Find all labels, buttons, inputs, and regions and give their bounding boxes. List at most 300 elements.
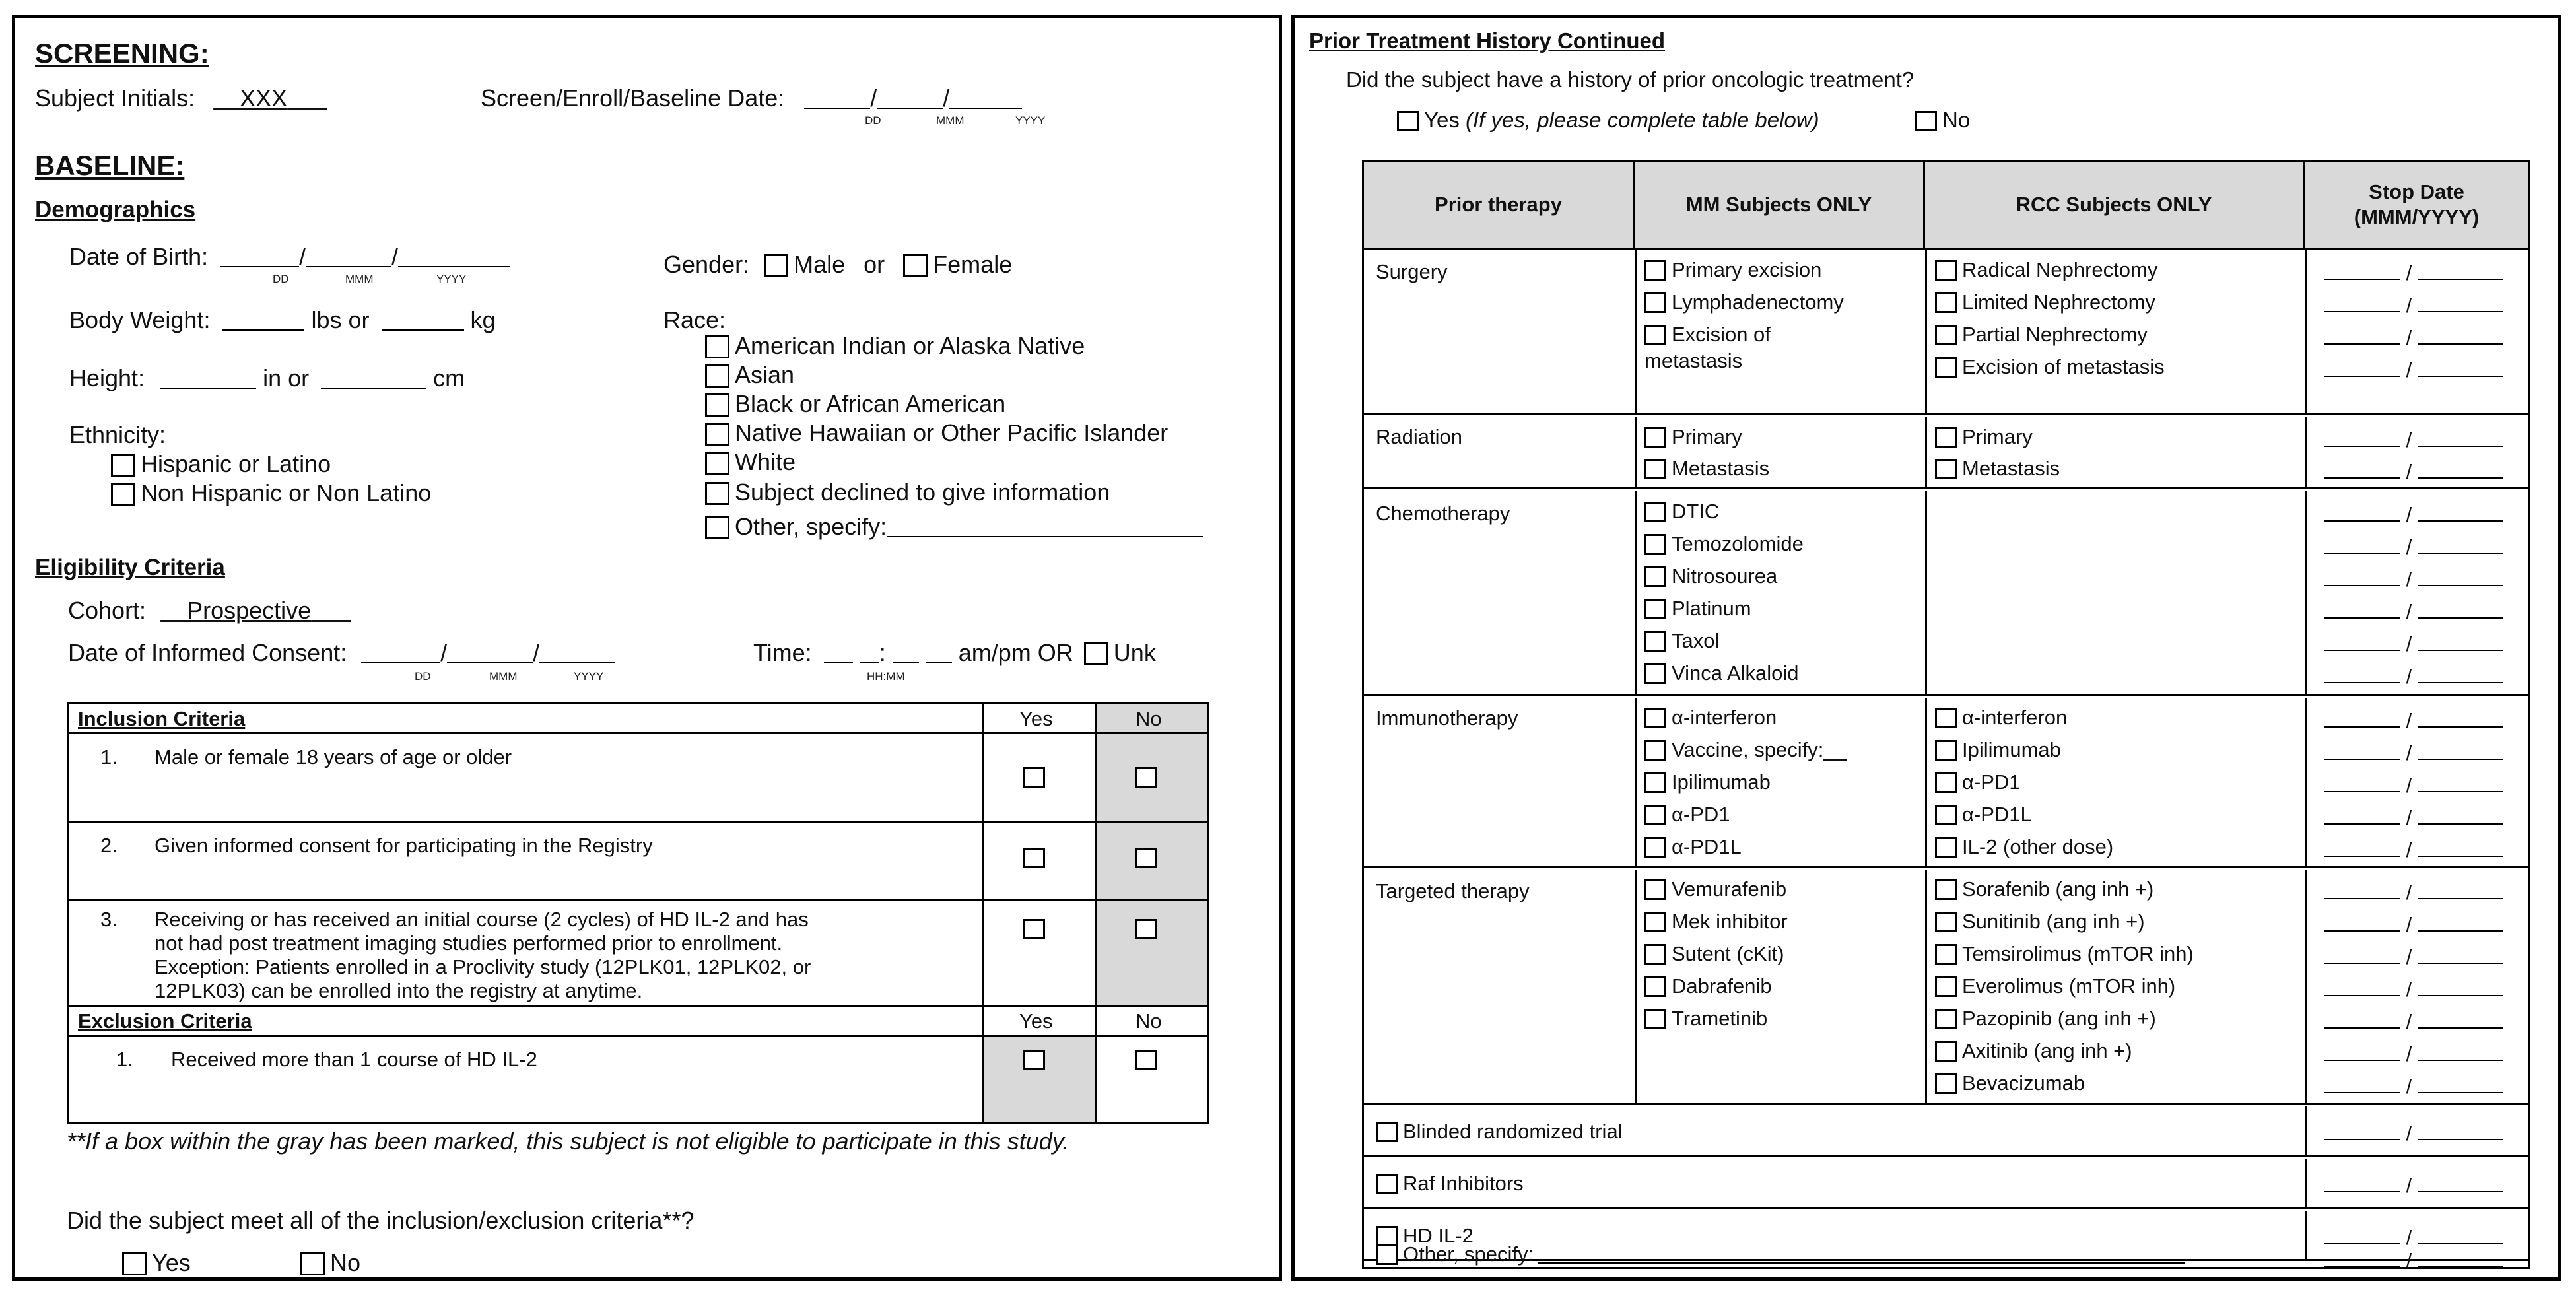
rcc-checkbox[interactable] [1935,1009,1957,1029]
mm-checkbox[interactable] [1644,837,1666,858]
height-cm-field[interactable] [321,369,426,389]
eligibility-no-label: No [330,1249,361,1276]
rcc-option-label: Ipilimumab [1962,738,2061,761]
consent-date-label: Date of Informed Consent: [68,639,347,666]
time-unknown-checkbox[interactable] [1084,642,1108,665]
stop-date-slash: / [2400,503,2418,526]
stop-date-field[interactable] [2324,1121,2503,1146]
screen-date-dd-field[interactable] [804,89,870,109]
rcc-option [1935,909,2145,934]
mm-checkbox[interactable] [1644,1009,1666,1029]
rcc-option-label: α-interferon [1962,706,2068,729]
table-divider [69,1005,1207,1007]
prior-treatment-yes-note: (If yes, please complete table below) [1466,108,1819,132]
mm-checkbox[interactable] [1644,805,1666,825]
extra-therapy-label: Raf Inhibitors [1403,1172,1524,1195]
ethnicity-option [111,479,431,508]
gender-row [663,250,1012,279]
rcc-option [1935,974,2175,999]
dob-dd-field[interactable] [220,248,299,267]
col-header-prior-therapy: Prior therapy [1364,162,1635,250]
mm-option [1644,974,1772,999]
stop-date-field[interactable] [2324,1225,2503,1250]
inclusion-item-text: Given informed consent for participating in the Registry [154,834,653,857]
mm-option-label: Dabrafenib [1672,974,1772,998]
mm-checkbox[interactable] [1644,976,1666,997]
therapy-name: Immunotherapy [1376,706,1518,730]
mm-option [1644,456,1769,481]
stop-date-field[interactable] [2324,535,2503,560]
weight-kg-unit: kg [470,306,496,333]
weight-kg-field[interactable] [382,311,464,331]
rcc-option [1935,257,2157,283]
eligibility-question: Did the subject meet all of the inclusion/exclusion criteria**? [67,1207,695,1234]
mm-option [1644,941,1784,967]
stop-date-slash: / [2400,913,2418,936]
mm-option-label: Excision of [1672,323,1771,346]
rcc-checkbox[interactable] [1935,879,1957,900]
consent-dd-field[interactable] [361,644,440,663]
prior-treatment-question: Did the subject have a history of prior oncologic treatment? [1346,67,1915,92]
cohort-text: Prospective [187,597,312,624]
eligibility-yes-checkbox[interactable] [122,1252,147,1275]
exclusion-yes-checkbox[interactable] [1023,1050,1045,1070]
race-option [705,390,1005,419]
prior-treatment-yes-checkbox[interactable] [1397,111,1419,131]
stop-date-field[interactable] [2324,912,2503,937]
consent-time-row: Time: : am/pm OR Unk [753,639,1156,666]
mm-checkbox[interactable] [1644,912,1666,932]
extra-therapy-label: Blinded randomized trial [1403,1120,1623,1143]
rcc-checkbox[interactable] [1935,459,1957,479]
mm-checkbox[interactable] [1644,740,1666,761]
rcc-option [1935,770,2021,795]
rcc-option [1935,1006,2156,1031]
mm-option-label: α-PD1L [1672,835,1742,858]
time-mm-field[interactable] [893,644,919,663]
stop-date-slash: / [2400,709,2418,732]
stop-date-field[interactable] [2324,1074,2503,1099]
dob-mmm-hint: MMM [345,273,374,285]
stop-date-field[interactable] [2324,805,2503,831]
mm-option-label: Trametinib [1672,1007,1768,1030]
stop-date-field[interactable] [2324,708,2503,733]
subject-initials-text: XXX [240,85,288,112]
stop-date-slash: / [2400,774,2418,797]
time-unknown-label: Unk [1113,639,1156,666]
race-other-field[interactable] [887,518,1203,537]
stop-date-slash: / [2400,838,2418,862]
race-checkbox[interactable] [705,482,729,505]
rcc-checkbox[interactable] [1935,837,1957,858]
stop-date-slash: / [2400,881,2418,904]
inclusion-yes-checkbox[interactable] [1023,919,1045,939]
mm-checkbox[interactable] [1644,459,1666,479]
eligibility-heading: Eligibility Criteria [35,555,225,580]
extra-therapy-option-other [1376,1242,2185,1267]
mm-checkbox[interactable] [1644,566,1666,587]
stop-date-field[interactable] [2324,880,2503,905]
rcc-option-label: Temsirolimus (mTOR inh) [1962,942,2194,965]
mm-option-label: α-interferon [1672,706,1777,729]
rcc-option [1935,802,2032,827]
gender-or-label: or [864,251,885,278]
inclusion-yes-checkbox[interactable] [1023,767,1045,788]
mm-checkbox[interactable] [1644,427,1666,448]
race-checkbox[interactable] [705,452,729,475]
eligibility-answer-yes [122,1248,191,1277]
gender-male-checkbox[interactable] [764,254,788,277]
race-checkbox[interactable] [705,516,729,539]
table-divider [69,732,1207,734]
stop-date-slash: / [2400,358,2418,382]
stop-date-field[interactable] [2324,977,2503,1002]
rcc-option-label: Everolimus (mTOR inh) [1962,974,2176,998]
stop-date-slash: / [2400,1174,2418,1197]
stop-date-field[interactable] [2324,1042,2503,1067]
rcc-option-label: Axitinib (ang inh +) [1962,1039,2132,1062]
rcc-option-label: α-PD1L [1962,803,2032,826]
mm-checkbox[interactable] [1644,502,1666,522]
race-option [705,448,796,477]
inclusion-item-text: Receiving or has received an initial course (2 cycles) of HD IL-2 and has [154,908,809,931]
stop-date-field[interactable] [2324,293,2503,318]
stop-date-field[interactable] [2324,1173,2503,1198]
mm-option [1644,257,1821,283]
therapy-name: Radiation [1376,425,1462,448]
stop-date-field[interactable] [2324,1009,2503,1035]
extra-therapy-checkbox[interactable] [1376,1122,1398,1142]
rcc-option-label: IL-2 (other dose) [1962,835,2114,858]
stop-date-slash: / [2400,665,2418,688]
extra-therapy-label: HD IL-2 [1403,1224,1474,1247]
screen-date-mmm-hint: MMM [936,114,965,127]
table-divider [69,899,1207,901]
mm-option-label: Vinca Alkaloid [1672,662,1799,685]
rcc-checkbox[interactable] [1935,740,1957,761]
ethnicity-checkbox[interactable] [111,454,135,477]
stop-date-slash: / [2400,294,2418,317]
rcc-option [1935,290,2155,315]
ethnicity-checkbox[interactable] [111,483,135,506]
rcc-option [1935,877,2153,902]
demographics-heading: Demographics [35,197,196,222]
rcc-option [1935,1038,2132,1064]
mm-option [1644,834,1742,860]
mm-option [1644,802,1730,827]
inclusion-no-checkbox[interactable] [1135,919,1157,939]
rcc-option-label: Metastasis [1962,457,2060,480]
race-checkbox[interactable] [705,393,729,417]
consent-yyyy-field[interactable] [539,644,615,663]
stop-date-slash: / [2400,1010,2418,1033]
race-checkbox[interactable] [705,364,729,388]
mm-option [1644,661,1798,686]
mm-option-label: DTIC [1672,500,1720,523]
rcc-option-label: Bevacizumab [1962,1071,2085,1095]
col-header-stop-date [2305,162,2528,250]
inclusion-item-text: not had post treatment imaging studies performed prior to enrollment. [154,932,783,955]
mm-option [1644,290,1844,315]
rcc-checkbox[interactable] [1935,260,1957,281]
eligibility-note: **If a box within the gray has been marked, this subject is not eligible to participate in this study. [67,1128,1069,1155]
screen-date-label: Screen/Enroll/Baseline Date: [481,85,785,112]
rcc-checkbox[interactable] [1935,708,1957,728]
consent-mmm-hint: MMM [489,670,518,683]
stop-date-field[interactable] [2324,1248,2503,1274]
race-label: Race: [663,306,726,333]
stop-date-slash: / [2400,1075,2418,1098]
rcc-option-label: Excision of metastasis [1962,355,2165,378]
stop-date-slash: / [2400,741,2418,765]
race-checkbox[interactable] [705,335,729,358]
time-ampm-label: am/pm OR [958,639,1073,666]
prior-treatment-heading: Prior Treatment History Continued [1309,28,1666,53]
exclusion-item-number: 1. [116,1048,133,1071]
prior-treatment-no-checkbox[interactable] [1915,111,1937,131]
table-divider [982,704,984,1122]
dob-mmm-field[interactable] [306,248,391,267]
mm-option-label: Nitrosourea [1672,564,1778,588]
mm-checkbox[interactable] [1644,534,1666,555]
rcc-option-label: Radical Nephrectomy [1962,258,2158,281]
stop-date-slash: / [2400,806,2418,829]
eligibility-form-page [12,15,1282,1281]
stop-date-slash: / [2400,326,2418,349]
stop-date-field[interactable] [2324,741,2503,766]
race-checkbox[interactable] [705,423,729,446]
race-option-label: Other, specify: [735,513,887,540]
inclusion-item-number: 2. [100,834,118,857]
time-label: Time: [753,639,812,666]
subject-initials-row [35,84,327,113]
mm-option [1644,596,1751,621]
prior-treatment-yes-label: Yes [1424,108,1460,132]
exclusion-yes-shade [982,1035,1095,1122]
mm-checkbox[interactable] [1644,944,1666,965]
mm-option-label: Mek inhibitor [1672,910,1788,933]
rcc-checkbox[interactable] [1935,805,1957,825]
inclusion-yes-checkbox[interactable] [1023,848,1045,868]
rcc-checkbox[interactable] [1935,944,1957,965]
stop-date-field[interactable] [2324,838,2503,863]
extra-therapy-option [1376,1171,1524,1196]
mm-checkbox[interactable] [1644,260,1666,281]
mm-checkbox[interactable] [1644,879,1666,900]
rcc-checkbox[interactable] [1935,1041,1957,1062]
rcc-option [1935,737,2061,763]
eligibility-no-checkbox[interactable] [300,1252,325,1275]
rcc-checkbox[interactable] [1935,357,1957,378]
inclusion-heading: Inclusion Criteria [78,707,246,730]
subject-initials-label: Subject Initials: [35,85,195,112]
ethnicity-option-label: Hispanic or Latino [141,450,331,477]
rcc-option-label: Partial Nephrectomy [1962,323,2148,346]
stop-date-format: (MMM/YYYY) [2354,205,2480,228]
prior-treatment-no [1915,106,1970,135]
rcc-option [1935,456,2060,481]
mm-option-label: Taxol [1672,629,1720,652]
mm-checkbox[interactable] [1644,663,1666,684]
cohort-value[interactable] [160,597,351,624]
screen-date-mmm-field[interactable] [877,89,943,109]
therapy-name: Surgery [1376,260,1448,283]
weight-lbs-field[interactable] [222,311,304,331]
stop-date-slash: / [2400,535,2418,559]
exclusion-yes-header: Yes [1019,1009,1053,1033]
time-mm2-field[interactable] [926,644,952,663]
mm-checkbox[interactable] [1644,631,1666,652]
mm-checkbox[interactable] [1644,772,1666,793]
consent-yyyy-hint: YYYY [574,670,604,683]
stop-date-field[interactable] [2324,773,2503,798]
rcc-checkbox[interactable] [1935,325,1957,345]
body-weight-row [69,306,496,335]
mm-option-label: Lymphadenectomy [1672,290,1844,314]
col-header-rcc: RCC Subjects ONLY [1925,162,2305,250]
rcc-checkbox[interactable] [1935,772,1957,793]
mm-option [1644,629,1719,654]
inclusion-item-text: Exception: Patients enrolled in a Proclivity study (12PLK01, 12PLK02, or [154,955,811,978]
stop-date-slash: / [2400,1122,2418,1145]
table-divider [69,1035,1207,1037]
table-divider [69,821,1207,823]
eligibility-yes-label: Yes [152,1249,191,1276]
dob-row: Date of Birth: / / [69,242,510,271]
gender-label: Gender: [663,251,750,278]
rcc-checkbox[interactable] [1935,427,1957,448]
mm-checkbox[interactable] [1644,708,1666,728]
screen-date-yyyy-field[interactable] [949,89,1022,109]
height-cm-unit: cm [433,364,465,391]
rcc-checkbox[interactable] [1935,292,1957,313]
inclusion-no-checkbox[interactable] [1135,767,1157,788]
race-option-label: American Indian or Alaska Native [735,332,1085,359]
exclusion-no-header: No [1135,1009,1162,1033]
mm-checkbox[interactable] [1644,325,1666,345]
stop-date-slash: / [2400,261,2418,285]
cohort-row [68,596,351,625]
extra-therapy-checkbox[interactable] [1376,1244,1398,1265]
stop-date-field[interactable] [2324,358,2503,383]
stop-date-slash: / [2400,978,2418,1001]
mm-option [1644,425,1742,450]
inclusion-item-text: 12PLK03) can be enrolled into the registry at anytime. [154,979,643,1002]
stop-date-field[interactable] [2324,632,2503,657]
mm-option [1644,499,1719,524]
race-option-label: Asian [735,361,795,388]
race-option [705,331,1085,360]
prior-treatment-page [1291,15,2561,1281]
eligibility-criteria-table [67,702,1209,1124]
mm-option-label: Sutent (cKit) [1672,942,1784,965]
stop-date-field[interactable] [2324,459,2503,485]
dob-dd-hint: DD [273,273,289,285]
exclusion-item-text: Received more than 1 course of HD IL-2 [171,1048,537,1071]
race-option-other [705,512,1203,541]
gender-male-label: Male [794,251,846,278]
stop-date-field[interactable] [2324,567,2503,592]
inclusion-item-text: Male or female 18 years of age or older [154,745,512,768]
other-specify-field[interactable] [1538,1244,2185,1264]
baseline-heading: BASELINE: [35,150,185,181]
stop-date-slash: / [2400,945,2418,969]
rcc-checkbox[interactable] [1935,1073,1957,1094]
stop-date-slash: / [2400,568,2418,591]
mm-checkbox[interactable] [1644,599,1666,619]
stop-date-field[interactable] [2324,599,2503,625]
mm-option [1644,770,1771,795]
stop-date-slash: / [2400,632,2418,656]
consent-dd-hint: DD [415,670,431,683]
stop-date-slash: / [2400,1042,2418,1066]
stop-date-field[interactable] [2324,325,2503,351]
stop-date-slash: / [2400,1249,2418,1272]
rcc-checkbox[interactable] [1935,912,1957,932]
race-option [705,360,794,390]
inclusion-yes-header: Yes [1019,707,1053,730]
cohort-label: Cohort: [68,597,147,624]
mm-option-continuation: metastasis [1644,349,1743,372]
dob-yyyy-field[interactable] [398,248,510,267]
stop-date-field[interactable] [2324,428,2503,453]
inclusion-no-checkbox[interactable] [1135,848,1157,868]
height-in-field[interactable] [160,369,256,389]
race-option-label: Native Hawaiian or Other Pacific Islander [735,419,1169,446]
mm-checkbox[interactable] [1644,292,1666,313]
rcc-option-label: Sorafenib (ang inh +) [1962,877,2154,901]
mm-option-label: Primary excision [1672,258,1822,281]
stop-date-field[interactable] [2324,664,2503,689]
mm-option-label: Ipilimumab [1672,770,1771,794]
exclusion-no-checkbox[interactable] [1135,1050,1157,1070]
inclusion-item-number: 1. [100,745,118,768]
therapy-name: Targeted therapy [1376,879,1530,902]
rcc-option-label: Limited Nephrectomy [1962,290,2155,314]
time-hh2-field[interactable] [860,644,879,663]
mm-option [1644,705,1777,730]
stop-date-field[interactable] [2324,945,2503,970]
rcc-option [1935,1071,2085,1096]
extra-therapy-checkbox[interactable] [1376,1174,1398,1194]
race-option [705,419,1168,448]
rcc-checkbox[interactable] [1935,976,1957,997]
time-hh-field[interactable] [824,644,853,663]
mm-option [1644,1006,1767,1031]
rcc-option-label: Sunitinib (ang inh +) [1962,910,2145,933]
body-weight-label: Body Weight: [69,306,211,333]
mm-option-label: Metastasis [1672,457,1770,480]
rcc-option [1935,322,2148,347]
stop-date-field[interactable] [2324,502,2503,527]
mm-option [1644,564,1777,589]
mm-option [1644,737,1847,763]
consent-mmm-field[interactable] [447,644,533,663]
inclusion-item-number: 3. [100,908,118,931]
gender-female-checkbox[interactable] [903,254,928,277]
mm-option [1644,322,1771,347]
ethnicity-option [111,450,331,479]
prior-therapy-table [1362,160,2530,1272]
rcc-option-label: Pazopinib (ang inh +) [1962,1007,2156,1030]
screen-date-dd-hint: DD [865,114,881,127]
mm-option-label: α-PD1 [1672,803,1730,826]
subject-initials-value[interactable] [213,85,327,112]
dob-label: Date of Birth: [69,243,209,270]
stop-date-field[interactable] [2324,261,2503,286]
height-label: Height: [69,364,145,391]
screening-heading: SCREENING: [35,38,209,69]
